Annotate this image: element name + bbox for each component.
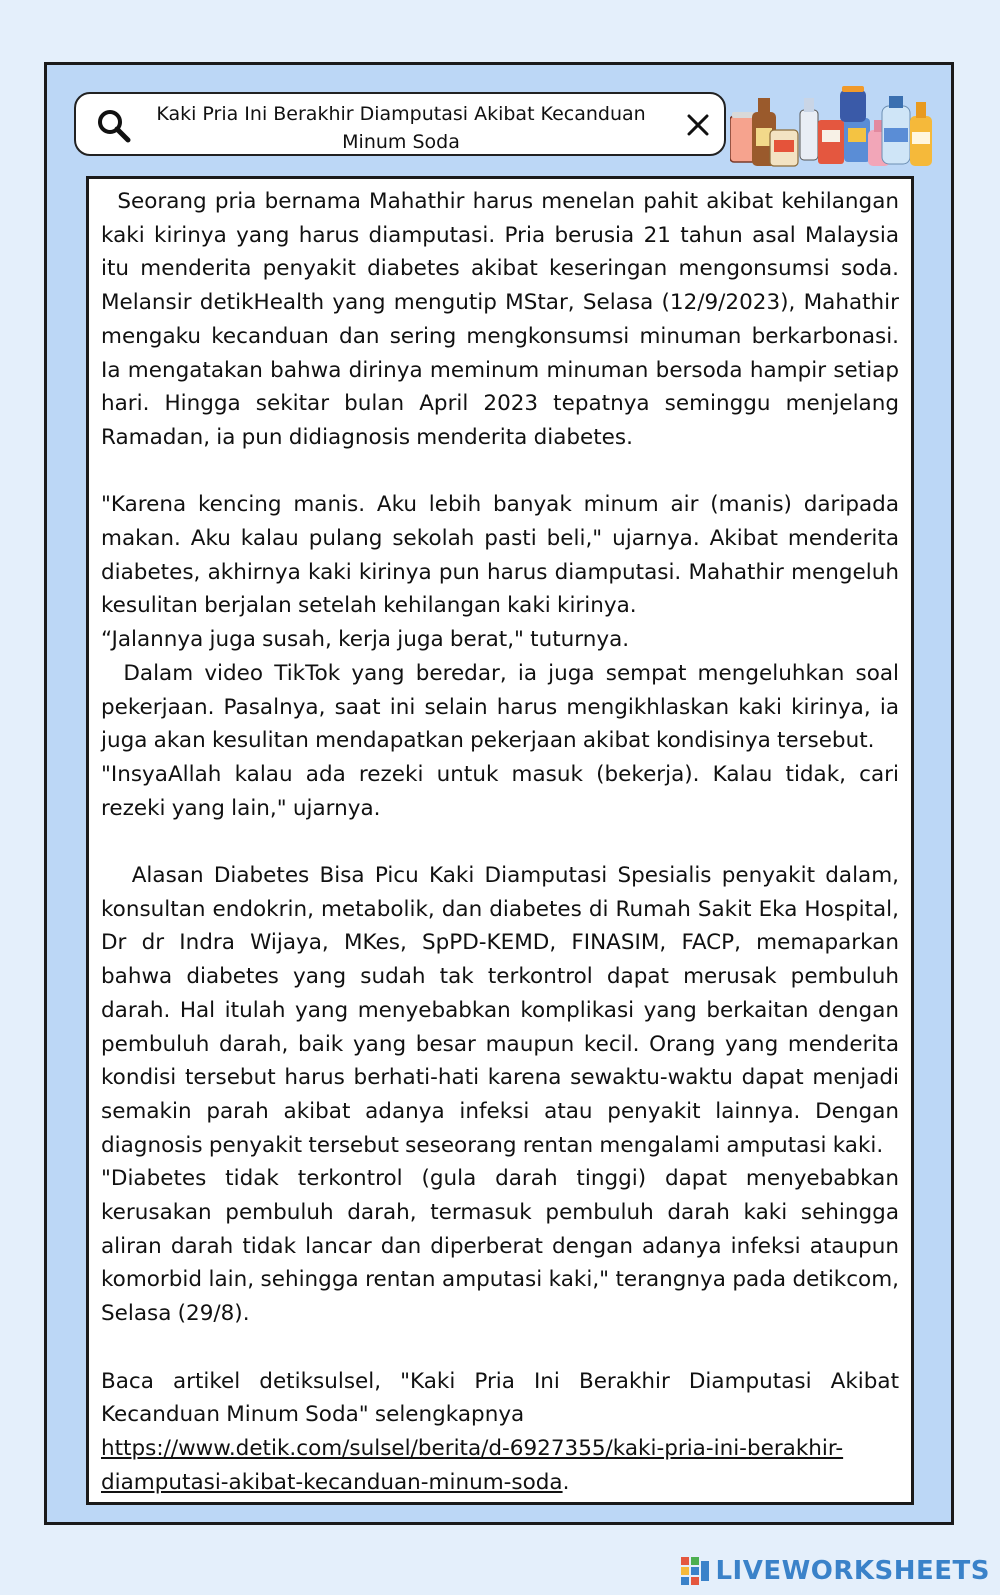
liveworksheets-logo <box>681 1556 990 1586</box>
article-source-link[interactable]: https://www.detik.com/sulsel/berita/d-6927355/kaki-pria-ini-berakhir-diamputasi-akibat-kecanduan-minum-soda <box>101 1435 844 1495</box>
article-paragraph-7: "Diabetes tidak terkontrol (gula darah tinggi) dapat menyebabkan kerusakan pembuluh darah, termasuk pembuluh darah kaki sehingga aliran darah tidak lancar dan diperberat dengan adanya infeksi ataupun komorbid lain, sehingga rentan amputasi kaki," terangnya pada detikcom, Selasa (29/8). <box>101 1166 899 1327</box>
search-query: Kaki Pria Ini Berakhir Diamputasi Akibat Kecanduan Minum Soda <box>156 103 646 153</box>
search-bar[interactable] <box>74 92 726 156</box>
drinks-illustration-icon <box>730 84 940 174</box>
article-text-box <box>86 176 914 1505</box>
article-paragraph-5: "InsyaAllah kalau ada rezeki untuk masuk (bekerja). Kalau tidak, cari rezeki yang lain," ujarnya. <box>101 761 899 821</box>
liveworksheets-logo-text: LIVEWORKSHEETS <box>715 1556 990 1586</box>
article-paragraph-6: Alasan Diabetes Bisa Picu Kaki Diamputasi Spesialis penyakit dalam, konsultan endokrin, metabolik, dan diabetes di Rumah Sakit Eka Hospital, Dr dr Indra Wijaya, MKes, SpPD-KEMD, FINASIM, FACP, memaparkan bahwa diabetes yang sudah tak terkontrol dapat merusak pembuluh darah. Hal itulah yang menyebabkan komplikasi yang berkaitan dengan pembuluh darah, baik yang besar maupun kecil. Orang yang menderita kondisi tersebut harus berhati-hati karena sewaktu-waktu dapat menjadi semakin parah akibat adanya infeksi atau penyakit lainnya. Dengan diagnosis penyakit tersebut seseorang rentan mengalami amputasi kaki. <box>101 863 899 1158</box>
article-source-line <box>101 1432 899 1499</box>
close-icon[interactable] <box>686 113 710 137</box>
article-paragraph-3: “Jalannya juga susah, kerja juga berat," tuturnya. <box>101 627 630 653</box>
article-paragraph-1: Seorang pria bernama Mahathir harus menelan pahit akibat kehilangan kaki kirinya yang harus diamputasi. Pria berusia 21 tahun asal Malaysia itu menderita penyakit diabetes akibat keseringan mengonsumsi soda. Melansir detikHealth yang mengutip MStar, Selasa (12/9/2023), Mahathir mengaku kecanduan dan sering mengkonsumsi minuman berkarbonasi. Ia mengatakan bahwa dirinya meminum minuman bersoda hampir setiap hari. Hingga sekitar bulan April 2023 tepatnya seminggu menjelang Ramadan, ia pun didiagnosis menderita diabetes. <box>101 189 899 450</box>
article-paragraph-2: "Karena kencing manis. Aku lebih banyak minum air (manis) daripada makan. Aku kalau pulang sekolah pasti beli," ujarnya. Akibat menderita diabetes, akhirnya kaki kirinya pun harus diamputasi. Mahathir mengeluh kesulitan berjalan setelah kehilangan kaki kirinya. <box>101 492 899 619</box>
article-source-period: . <box>562 1469 570 1495</box>
liveworksheets-logo-icon <box>681 1557 711 1585</box>
article-source-text: Baca artikel detiksulsel, "Kaki Pria Ini Berakhir Diamputasi Akibat Kecanduan Minum Soda" selengkapnya <box>101 1368 899 1428</box>
article-paragraph-4: Dalam video TikTok yang beredar, ia juga sempat mengeluhkan soal pekerjaan. Pasalnya, saat ini selain harus mengikhlaskan kaki kirinya, ia juga akan kesulitan mendapatkan pekerjaan akibat kondisinya tersebut. <box>101 660 899 754</box>
